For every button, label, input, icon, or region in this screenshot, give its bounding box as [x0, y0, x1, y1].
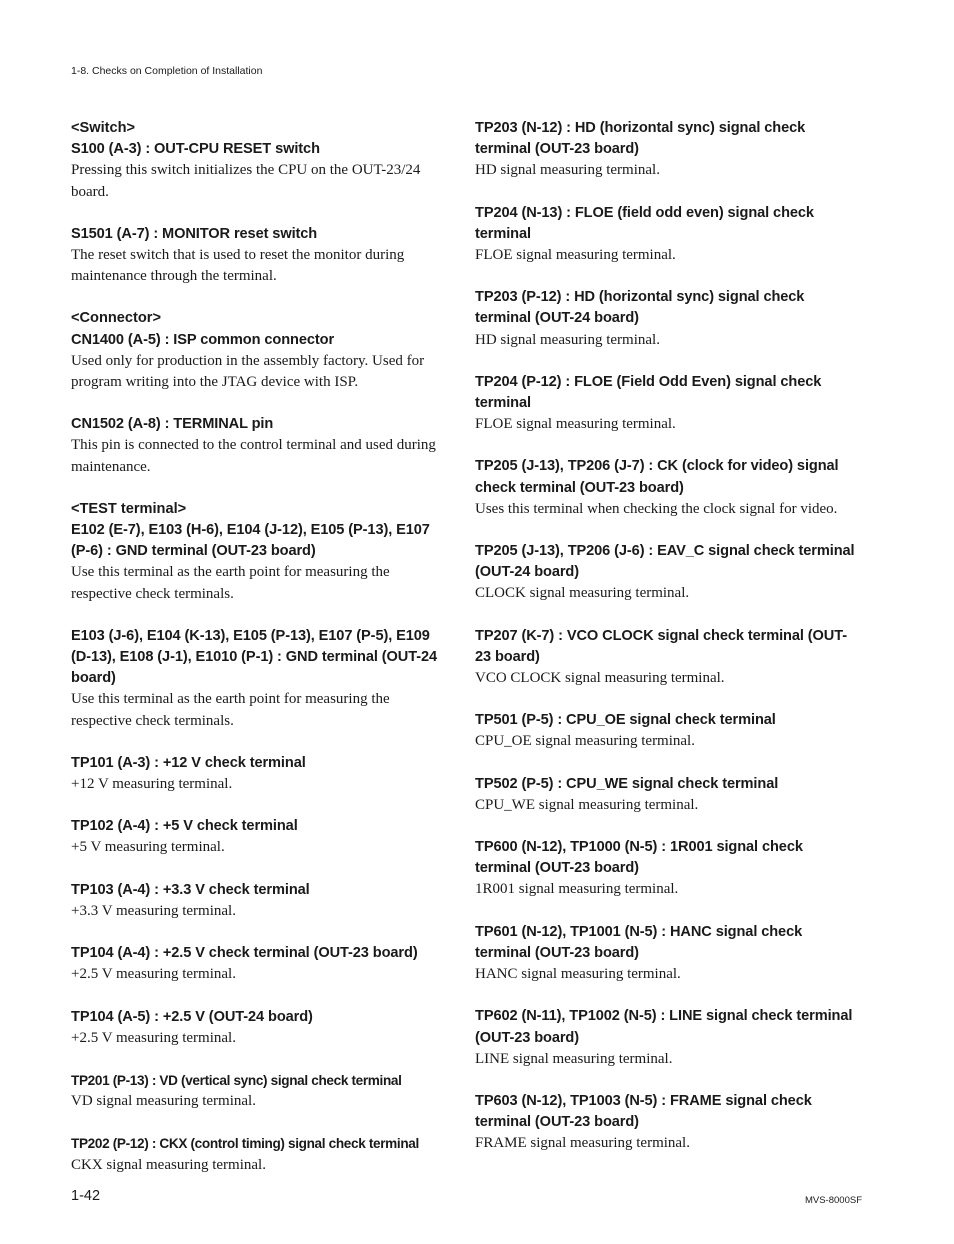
- entry-heading: TP207 (K-7) : VCO CLOCK signal check terminal (OUT-23 board): [475, 627, 847, 665]
- entry: [475, 118, 860, 182]
- entry-description: CPU_WE signal measuring terminal.: [475, 796, 699, 813]
- entry: [71, 816, 446, 858]
- entry-heading: TP104 (A-5) : +2.5 V (OUT-24 board): [71, 1008, 313, 1025]
- entry: [71, 880, 446, 922]
- entry-description: +2.5 V measuring terminal.: [71, 966, 236, 983]
- entry: [71, 943, 446, 985]
- entry-description: +12 V measuring terminal.: [71, 776, 233, 793]
- entry: [71, 224, 446, 288]
- entry: [475, 774, 860, 816]
- entry-heading: TP202 (P-12) : CKX (control timing) signal check terminal: [71, 1136, 419, 1152]
- entry: [71, 1133, 446, 1175]
- entry-heading: TP601 (N-12), TP1001 (N-5) : HANC signal check terminal (OUT-23 board): [475, 923, 803, 961]
- entry-heading: TP203 (N-12) : HD (horizontal sync) signal check terminal (OUT-23 board): [475, 120, 806, 158]
- entry-description: HD signal measuring terminal.: [475, 162, 660, 179]
- entry-description: Use this terminal as the earth point for measuring the respective check terminals.: [71, 564, 390, 602]
- entry: [71, 1007, 446, 1049]
- entry-heading: TP600 (N-12), TP1000 (N-5) : 1R001 signal check terminal (OUT-23 board): [475, 839, 803, 877]
- entry-heading: TP502 (P-5) : CPU_WE signal check terminal: [475, 775, 779, 792]
- entry-description: CKX signal measuring terminal.: [71, 1156, 266, 1173]
- entry: [475, 203, 860, 267]
- entry-description: CLOCK signal measuring terminal.: [475, 585, 690, 602]
- entry: [475, 710, 860, 752]
- entry-heading: TP204 (P-12) : FLOE (Field Odd Even) signal check terminal: [475, 373, 822, 412]
- section-heading: <Switch>: [71, 120, 136, 136]
- left-column: [71, 118, 446, 1197]
- entry-heading: TP103 (A-4) : +3.3 V check terminal: [71, 881, 310, 898]
- entry: [475, 541, 860, 605]
- entry-heading: TP201 (P-13) : VD (vertical sync) signal check terminal: [71, 1072, 402, 1088]
- entry-heading: E102 (E-7), E103 (H-6), E104 (J-12), E105 (P-13), E107 (P-6) : GND terminal (OUT-23 board): [71, 522, 430, 560]
- running-header: 1-8. Checks on Completion of Installation: [71, 65, 263, 77]
- entry-description: VCO CLOCK signal measuring terminal.: [475, 670, 725, 687]
- right-column: [475, 118, 860, 1176]
- entry-heading: TP602 (N-11), TP1002 (N-5) : LINE signal check terminal (OUT-23 board): [475, 1008, 853, 1046]
- entry: [71, 308, 446, 393]
- entry-heading: CN1400 (A-5) : ISP common connector: [71, 331, 335, 348]
- entry-heading: TP501 (P-5) : CPU_OE signal check terminal: [475, 712, 776, 729]
- entry-description: The reset switch that is used to reset the monitor during maintenance through the terminal.: [71, 247, 405, 285]
- entry-description: VD signal measuring terminal.: [71, 1093, 256, 1110]
- entry-heading: TP204 (N-13) : FLOE (field odd even) signal check terminal: [475, 204, 814, 242]
- section-heading: <Connector>: [71, 310, 162, 327]
- entry: [475, 626, 860, 690]
- entry: [71, 1070, 446, 1112]
- entry-description: Used only for production in the assembly factory. Used for program writing into the JTAG device with ISP.: [71, 352, 425, 391]
- entry-description: +3.3 V measuring terminal.: [71, 902, 236, 919]
- entry: [475, 1091, 860, 1155]
- entry-description: Uses this terminal when checking the clock signal for video.: [475, 500, 838, 517]
- entry: [475, 922, 860, 986]
- entry-heading: TP104 (A-4) : +2.5 V check terminal (OUT-23 board): [71, 945, 418, 962]
- entry-description: HANC signal measuring terminal.: [475, 966, 681, 983]
- entry: [475, 287, 860, 351]
- entry: [475, 372, 860, 436]
- entry-heading: S100 (A-3) : OUT-CPU RESET switch: [71, 141, 320, 158]
- entry-description: FLOE signal measuring terminal.: [475, 416, 676, 433]
- entry-description: +2.5 V measuring terminal.: [71, 1029, 236, 1046]
- entry-heading: S1501 (A-7) : MONITOR reset switch: [71, 225, 318, 242]
- entry-heading: TP102 (A-4) : +5 V check terminal: [71, 818, 298, 835]
- entry-description: LINE signal measuring terminal.: [475, 1050, 673, 1067]
- page-number: 1-42: [71, 1188, 101, 1204]
- entry-heading: TP203 (P-12) : HD (horizontal sync) signal check terminal (OUT-24 board): [475, 289, 805, 327]
- entry: [71, 626, 446, 732]
- entry-description: HD signal measuring terminal.: [475, 331, 660, 348]
- entry-description: +5 V measuring terminal.: [71, 839, 225, 856]
- entry-description: This pin is connected to the control terminal and used during maintenance.: [71, 437, 436, 475]
- entry: [475, 837, 860, 901]
- section-heading: <TEST terminal>: [71, 500, 187, 517]
- entry-heading: TP205 (J-13), TP206 (J-6) : EAV_C signal check terminal (OUT-24 board): [475, 543, 855, 581]
- entry: [71, 414, 446, 478]
- entry-description: Use this terminal as the earth point for measuring the respective check terminals.: [71, 691, 390, 729]
- entry-heading: TP205 (J-13), TP206 (J-7) : CK (clock for video) signal check terminal (OUT-23 board): [475, 458, 839, 496]
- model-number: MVS-8000SF: [804, 1195, 862, 1206]
- entry: [71, 499, 446, 605]
- entry: [71, 118, 446, 203]
- entry: [475, 456, 860, 520]
- entry: [71, 753, 446, 795]
- entry-heading: E103 (J-6), E104 (K-13), E105 (P-13), E107 (P-5), E109 (D-13), E108 (J-1), E1010 (P-1) : GND terminal (OUT-24 board): [71, 627, 438, 687]
- entry-description: Pressing this switch initializes the CPU on the OUT-23/24 board.: [71, 162, 421, 200]
- entry: [475, 1006, 860, 1070]
- entry-description: FLOE signal measuring terminal.: [475, 247, 676, 264]
- entry-description: FRAME signal measuring terminal.: [475, 1135, 690, 1152]
- entry-heading: CN1502 (A-8) : TERMINAL pin: [71, 416, 274, 433]
- entry-heading: TP603 (N-12), TP1003 (N-5) : FRAME signal check terminal (OUT-23 board): [475, 1092, 812, 1131]
- entry-heading: TP101 (A-3) : +12 V check terminal: [71, 754, 306, 771]
- entry-description: CPU_OE signal measuring terminal.: [475, 733, 695, 750]
- entry-description: 1R001 signal measuring terminal.: [475, 881, 679, 898]
